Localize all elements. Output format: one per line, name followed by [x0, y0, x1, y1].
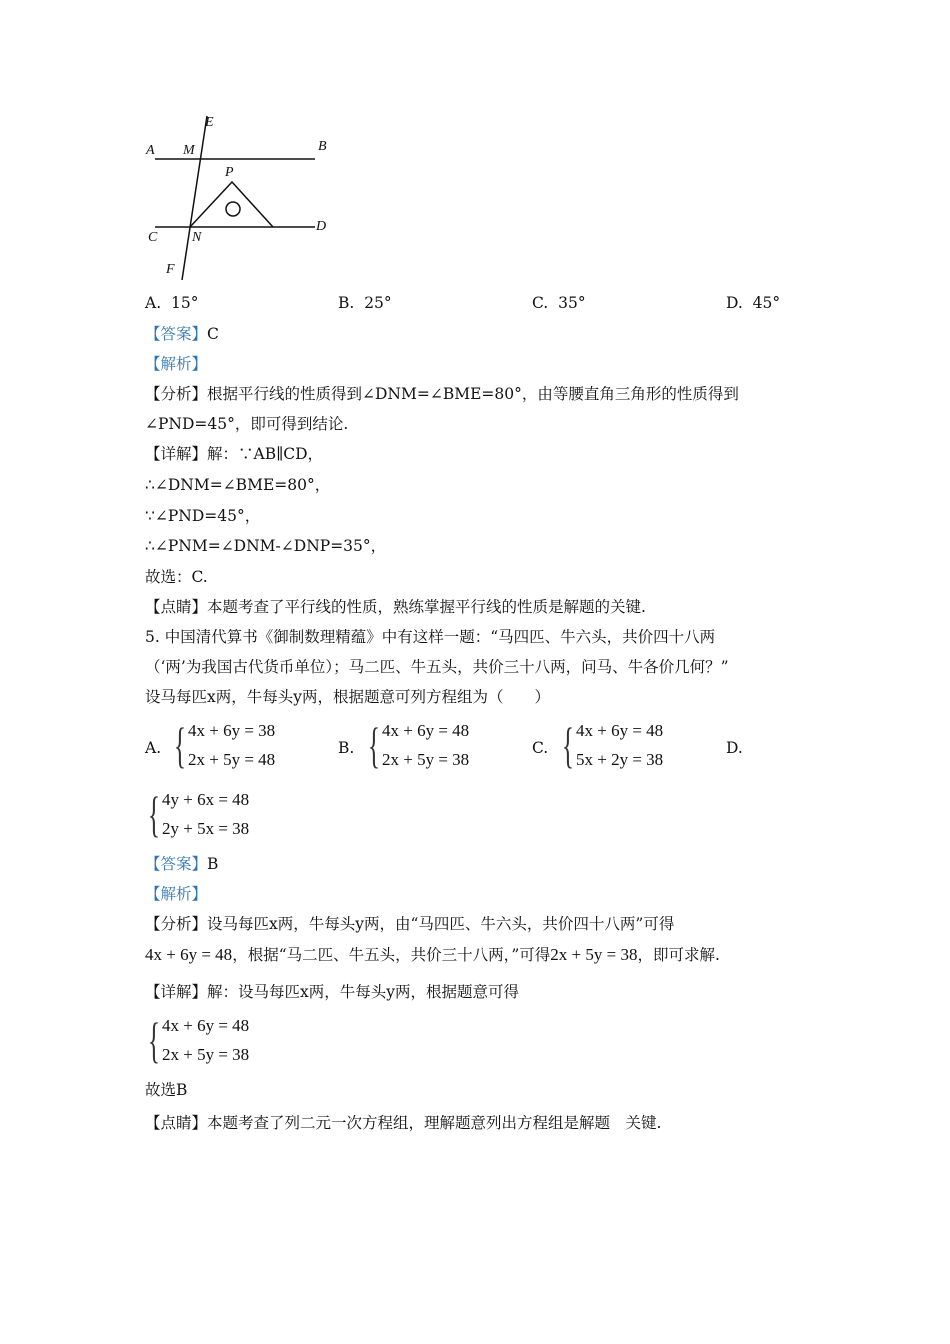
q5-option-d-letter: D. — [726, 739, 743, 757]
q5-option-a-letter: A. — [145, 739, 162, 757]
q5-option-b-letter: B. — [338, 739, 355, 757]
label-B: B — [318, 139, 327, 154]
label-C: C — [148, 230, 158, 245]
q4-line: 故选：C. — [145, 568, 208, 586]
q5-option-c-system: { 4x + 6y = 48 5x + 2y = 38 — [562, 717, 664, 773]
q4-line: 【分析】根据平行线的性质得到∠DNM=∠BME=80°，由等腰直角三角形的性质得到 — [145, 385, 739, 403]
q5-option-b-system: { 4x + 6y = 48 2x + 5y = 38 — [368, 717, 470, 773]
label-N: N — [192, 230, 202, 245]
q5-analysis-line: 4x + 6y = 48，根据“马二匹、牛五头，共价三十八两，”可得2x + 5y = 38，即可求解. — [145, 945, 720, 964]
q4-analysis-tag: 【解析】 — [145, 355, 208, 373]
q4-option-b: B. 25° — [338, 294, 392, 312]
label-P: P — [225, 165, 234, 180]
q5-stem: 设马每匹x两，牛每头y两，根据题意可列方程组为（ ） — [145, 688, 550, 706]
q5-analysis-tag: 【解析】 — [145, 885, 208, 903]
q4-line: ∴∠PNM=∠DNM-∠DNP=35°， — [145, 537, 387, 555]
q5-stem: 5. 中国清代算书《御制数理精蕴》中有这样一题：“马四匹、牛六头，共价四十八两 — [145, 628, 716, 646]
q4-line: 【点睛】本题考查了平行线的性质，熟练掌握平行线的性质是解题的关键. — [145, 598, 646, 616]
q4-option-a: A. 15° — [145, 294, 199, 312]
label-A: A — [146, 143, 155, 158]
q4-option-d: D. 45° — [726, 294, 781, 312]
q4-line: ∵∠PND=45°， — [145, 507, 261, 525]
q5-choice: 故选B — [145, 1081, 188, 1099]
q5-option-a-system: { 4x + 6y = 38 2x + 5y = 48 — [174, 717, 276, 773]
q5-solution-system: { 4x + 6y = 48 2x + 5y = 38 — [148, 1012, 250, 1068]
q5-stem: （‘两’为我国古代货币单位）；马二匹、牛五头，共价三十八两，问马、牛各价几何？” — [145, 658, 729, 676]
q4-answer: 【答案】C — [145, 325, 219, 343]
q5-option-c-letter: C. — [532, 739, 549, 757]
q4-line: 【详解】解：∵AB∥CD， — [145, 445, 324, 463]
q5-answer: 【答案】B — [145, 855, 219, 873]
geometry-figure — [140, 110, 340, 285]
label-D: D — [316, 219, 327, 234]
q4-line: ∴∠DNM=∠BME=80°， — [145, 476, 331, 494]
q5-summary: 【点睛】本题考查了列二元一次方程组，理解题意列出方程组是解题 关键. — [145, 1114, 662, 1132]
q4-line: ∠PND=45°，即可得到结论. — [145, 415, 349, 433]
q5-option-d-system: { 4y + 6x = 48 2y + 5x = 38 — [148, 786, 250, 842]
label-M: M — [183, 143, 195, 158]
q5-detail: 【详解】解：设马每匹x两，牛每头y两，根据题意可得 — [145, 983, 519, 1001]
label-E: E — [205, 115, 214, 130]
q5-analysis-line: 【分析】设马每匹x两，牛每头y两，由“马四匹、牛六头，共价四十八两”可得 — [145, 915, 675, 933]
q4-option-c: C. 35° — [532, 294, 586, 312]
label-F: F — [166, 262, 175, 277]
